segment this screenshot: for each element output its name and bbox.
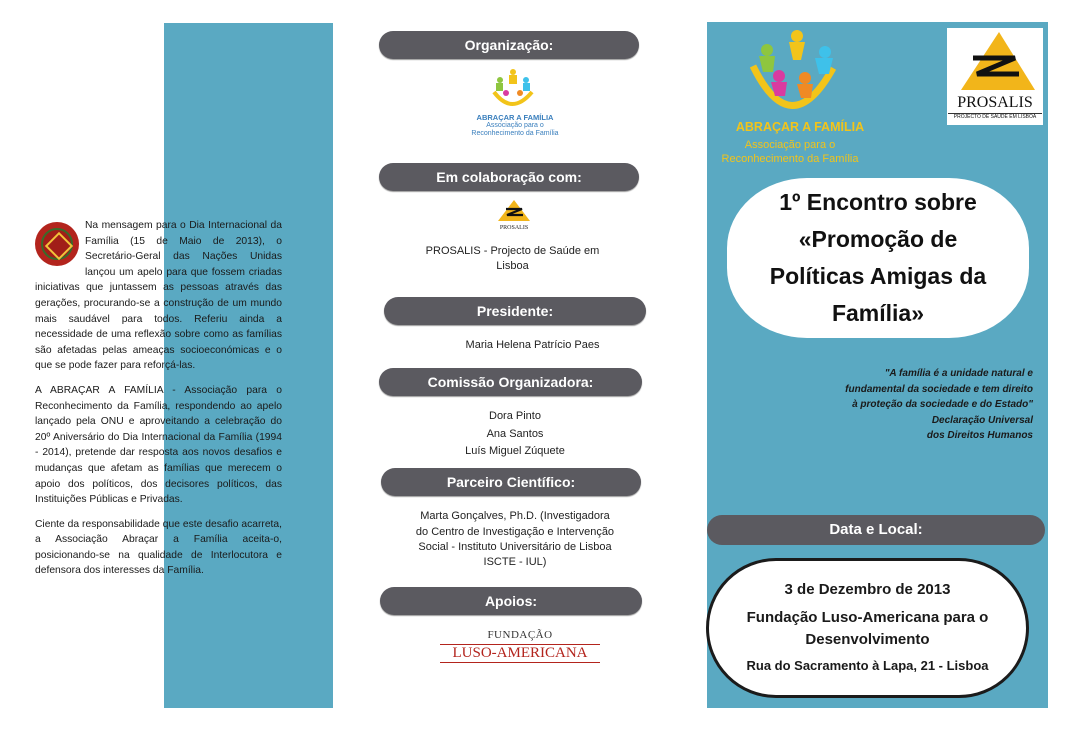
comissao-header: Comissão Organizadora: xyxy=(379,368,642,396)
title-line: 1º Encontro sobre xyxy=(779,189,977,215)
parceiro-line: Marta Gonçalves, Ph.D. (Investigadora xyxy=(420,510,610,522)
venue-line-2: Desenvolvimento xyxy=(805,630,930,648)
p1-line-2: da Família (15 de Maio de 2013), o xyxy=(85,220,282,247)
colaboracao-header: Em colaboração com: xyxy=(379,163,639,191)
colaboracao-text-1: PROSALIS - Projecto de Saúde em xyxy=(425,245,600,257)
comissao-member: Ana Santos xyxy=(486,428,544,440)
parceiro-header: Parceiro Científico: xyxy=(381,468,641,496)
abracar-logo-small-sub1: Associação para o xyxy=(486,122,544,129)
p1-rest: criadas iniciativas que juntassem as pessoas através das gerações, procurando-se a construção de um mundo mais saudável para todos. Referiu ainda a necessidade de uma reflexão sobre como as famílias são afetadas pelas ameaças socioeconómicas e o que se pode fazer para reforçá-las. xyxy=(35,266,282,372)
prosalis-small-logo-icon xyxy=(496,199,532,225)
title-line: «Promoção de xyxy=(798,226,958,252)
colaboracao-text-2: Lisboa xyxy=(496,260,529,272)
flad-logo-line2: LUSO-AMERICANA xyxy=(440,644,600,663)
title-oval xyxy=(727,178,1029,338)
paragraph-1 xyxy=(35,218,282,374)
prosalis-small-label: PROSALIS xyxy=(499,225,529,231)
parceiro-line: ISCTE - IUL) xyxy=(483,556,547,568)
p1-line-4: lançou um apelo para que fossem xyxy=(85,266,245,278)
comissao-member: Luís Miguel Zúquete xyxy=(465,445,565,457)
abracar-logo-sub2: Reconhecimento da Família xyxy=(721,153,859,165)
quote-source: dos Direitos Humanos xyxy=(926,430,1033,441)
prosalis-label: PROSALIS xyxy=(957,94,1033,111)
seal-icon xyxy=(35,222,79,266)
venue-address: Rua do Sacramento à Lapa, 21 - Lisboa xyxy=(746,657,989,673)
quote-source: Declaração Universal xyxy=(931,414,1033,426)
paragraph-2: A ABRAÇAR A FAMÍLIA - Associação para o Reconhecimento da Família, respondendo ao apelo lançado pela ONU e aproveitando a celebração do 20º Aniversário do Dia Internacional da Família (1994 - 2014), pretende dar resposta aos novos desafios e mudanças que afetam as famílias que merecem o apoio dos políticos, dos decisores políticos, das Instituições Públicas e Privadas. xyxy=(35,384,282,506)
data-local-header: Data e Local: xyxy=(707,515,1045,545)
title-line: Família» xyxy=(831,300,925,326)
prosalis-sub: PROJECTO DE SAÚDE EM LISBOA xyxy=(948,113,1042,120)
p1-line-1: Na mensagem para o Dia Internacional xyxy=(85,220,268,231)
venue-line-1: Fundação Luso-Americana para o xyxy=(746,608,989,626)
presidente-header: Presidente: xyxy=(384,297,646,325)
prosalis-logo-icon xyxy=(947,28,1043,98)
paragraph-3: Ciente da responsabilidade que este desafio acarreta, a Associação Abraçar a Família aceita-o, posicionando-se na qualidade de Interlocutora e defensora dos interesses da Família. xyxy=(35,518,282,577)
comissao-member: Dora Pinto xyxy=(489,410,541,422)
title-line: Políticas Amigas da xyxy=(769,263,987,289)
organizacao-header: Organização: xyxy=(379,31,639,59)
quote-line: à proteção da sociedade e do Estado" xyxy=(852,399,1033,410)
venue-oval xyxy=(706,558,1029,698)
abracar-logo-name: ABRAÇAR A FAMÍLIA xyxy=(735,120,865,134)
presidente-name: Maria Helena Patrício Paes xyxy=(465,339,600,351)
quote-block xyxy=(800,366,1033,444)
abracar-logo-small-name: ABRAÇAR A FAMÍLIA xyxy=(476,113,554,122)
parceiro-line: Social - Instituto Universitário de Lisboa xyxy=(418,541,612,553)
left-body-text xyxy=(35,218,282,588)
abracar-logo-sub1: Associação para o xyxy=(744,139,836,151)
abracar-logo-icon xyxy=(745,26,840,118)
quote-line: "A família é a unidade natural e xyxy=(884,368,1033,379)
quote-line: fundamental da sociedade e tem direito xyxy=(845,383,1033,395)
abracar-logo-small-sub2: Reconhecimento da Família xyxy=(471,130,559,137)
apoios-header: Apoios: xyxy=(380,587,642,615)
event-date: 3 de Dezembro de 2013 xyxy=(784,580,951,598)
parceiro-line: do Centro de Investigação e Intervenção xyxy=(415,526,615,538)
abracar-logo-small-icon xyxy=(488,66,538,114)
flad-logo-line1: FUNDAÇÃO xyxy=(487,629,553,641)
p1-line-3: Secretário-Geral das Nações Unidas xyxy=(85,251,282,263)
